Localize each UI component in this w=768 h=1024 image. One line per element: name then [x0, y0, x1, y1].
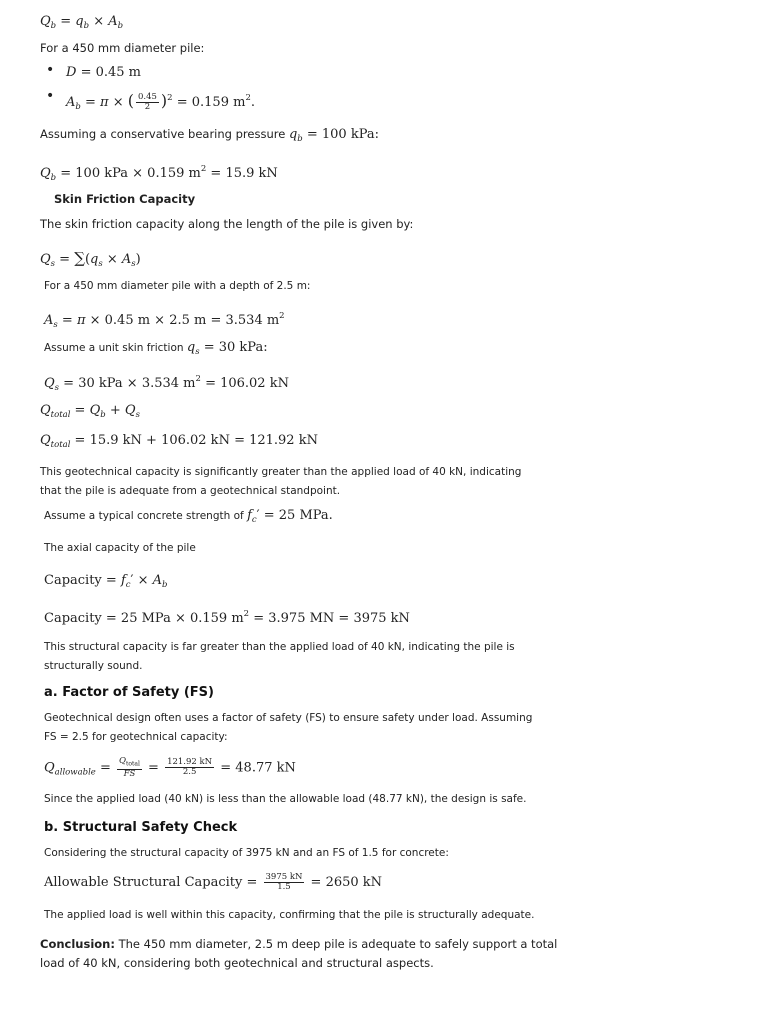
- fs-safe: Since the applied load (40 kN) is less than the allowable load (48.77 kN), the design is safe.: [44, 793, 527, 805]
- concrete-assumption: Assume a typical concrete strength of $f_c' = 25$ MPa.: [44, 508, 333, 525]
- bullet-d: D = 0.45 m: [66, 65, 141, 80]
- eq-allowable-struct: Allowable Structural Capacity = $\frac{3975 kN}{1.5}$ = 2650 kN: [44, 872, 383, 892]
- struct-conclusion: This structural capacity is far greater than the applied load of 40 kN, indicating the pile is structurally sound.: [44, 641, 515, 672]
- struct-heading: b. Structural Safety Check: [44, 820, 238, 835]
- conclusion-label: Conclusion:: [40, 937, 115, 951]
- eq-qb-formula: $Q_b = q_b \times A_b$: [40, 14, 124, 31]
- eq-qs-calc: $Q_s = 30$ kPa × 3.534 $m^2 = 106.02$ kN: [44, 374, 289, 393]
- bearing-assumption: Assuming a conservative bearing pressure $q_b = 100$ kPa:: [40, 127, 379, 144]
- concrete-value: $f_c' = 25$ MPa.: [247, 508, 333, 525]
- depth-intro: For a 450 mm diameter pile with a depth of 2.5 m:: [44, 280, 311, 292]
- skin-friction-heading: Skin Friction Capacity: [54, 192, 196, 206]
- eq-qallowable: $Q_{allowable}$ = $\frac{Q_{total}}{FS}$ = $\frac{121.92 kN}{2.5}$ = 48.77 kN: [44, 756, 296, 779]
- eq-capacity: Capacity = $f_c' \times A_b$: [44, 573, 168, 590]
- eq-qtotal: $Q_{total} = Q_b + Q_s$: [40, 403, 140, 420]
- eq-as: $A_s = \pi \times 0.45$ m × 2.5 m = 3.534 $m^2$: [44, 311, 285, 330]
- axial-intro: The axial capacity of the pile: [44, 542, 196, 554]
- eq-qs-formula: $Q_s = \sum(q_s \times A_s)$: [40, 249, 141, 269]
- eq-qb-calc: $Q_b = 100$ kPa × 0.159 $m^2 = 15.9$ kN: [40, 164, 278, 183]
- unit-friction-value: $q_s = 30$ kPa:: [186, 340, 268, 357]
- struct-within: The applied load is well within this capacity, confirming that the pile is structurally adequate.: [44, 909, 535, 921]
- bullet-ab: $A_b = \pi$ × ( $\frac{0.45}{2}$ )$^2$ = 0.159 $m^2$.: [66, 91, 255, 112]
- diameter-intro: For a 450 mm diameter pile:: [40, 41, 205, 55]
- struct-intro: Considering the structural capacity of 3975 kN and an FS of 1.5 for concrete:: [44, 847, 449, 859]
- unit-friction: Assume a unit skin friction $q_s = 30$ kPa:: [44, 340, 268, 357]
- fs-heading: a. Factor of Safety (FS): [44, 685, 214, 700]
- bearing-value: $q_b = 100$ kPa:: [288, 127, 379, 144]
- geo-conclusion: This geotechnical capacity is significantly greater than the applied load of 40 kN, indicating that the pile is adequate from a geotechnical standpoint.: [40, 466, 522, 497]
- bullet-dot: •: [46, 88, 55, 104]
- skin-intro: The skin friction capacity along the length of the pile is given by:: [40, 217, 414, 231]
- fs-intro: Geotechnical design often uses a factor of safety (FS) to ensure safety under load. Assuming FS = 2.5 for geotechnical capacity:: [44, 712, 533, 743]
- eq-capacity-calc: Capacity = 25 MPa × 0.159 $m^2 = 3.975$ MN = 3975 kN: [44, 609, 410, 626]
- eq-qtotal-calc: $Q_{total} = 15.9$ kN + 106.02 kN = 121.92 kN: [40, 433, 318, 450]
- conclusion-text: The 450 mm diameter, 2.5 m deep pile is adequate to safely support a total load of 40 kN, considering both geotechnical and structural aspects.: [40, 937, 558, 970]
- conclusion: [40, 935, 560, 973]
- bullet-dot: •: [46, 62, 55, 78]
